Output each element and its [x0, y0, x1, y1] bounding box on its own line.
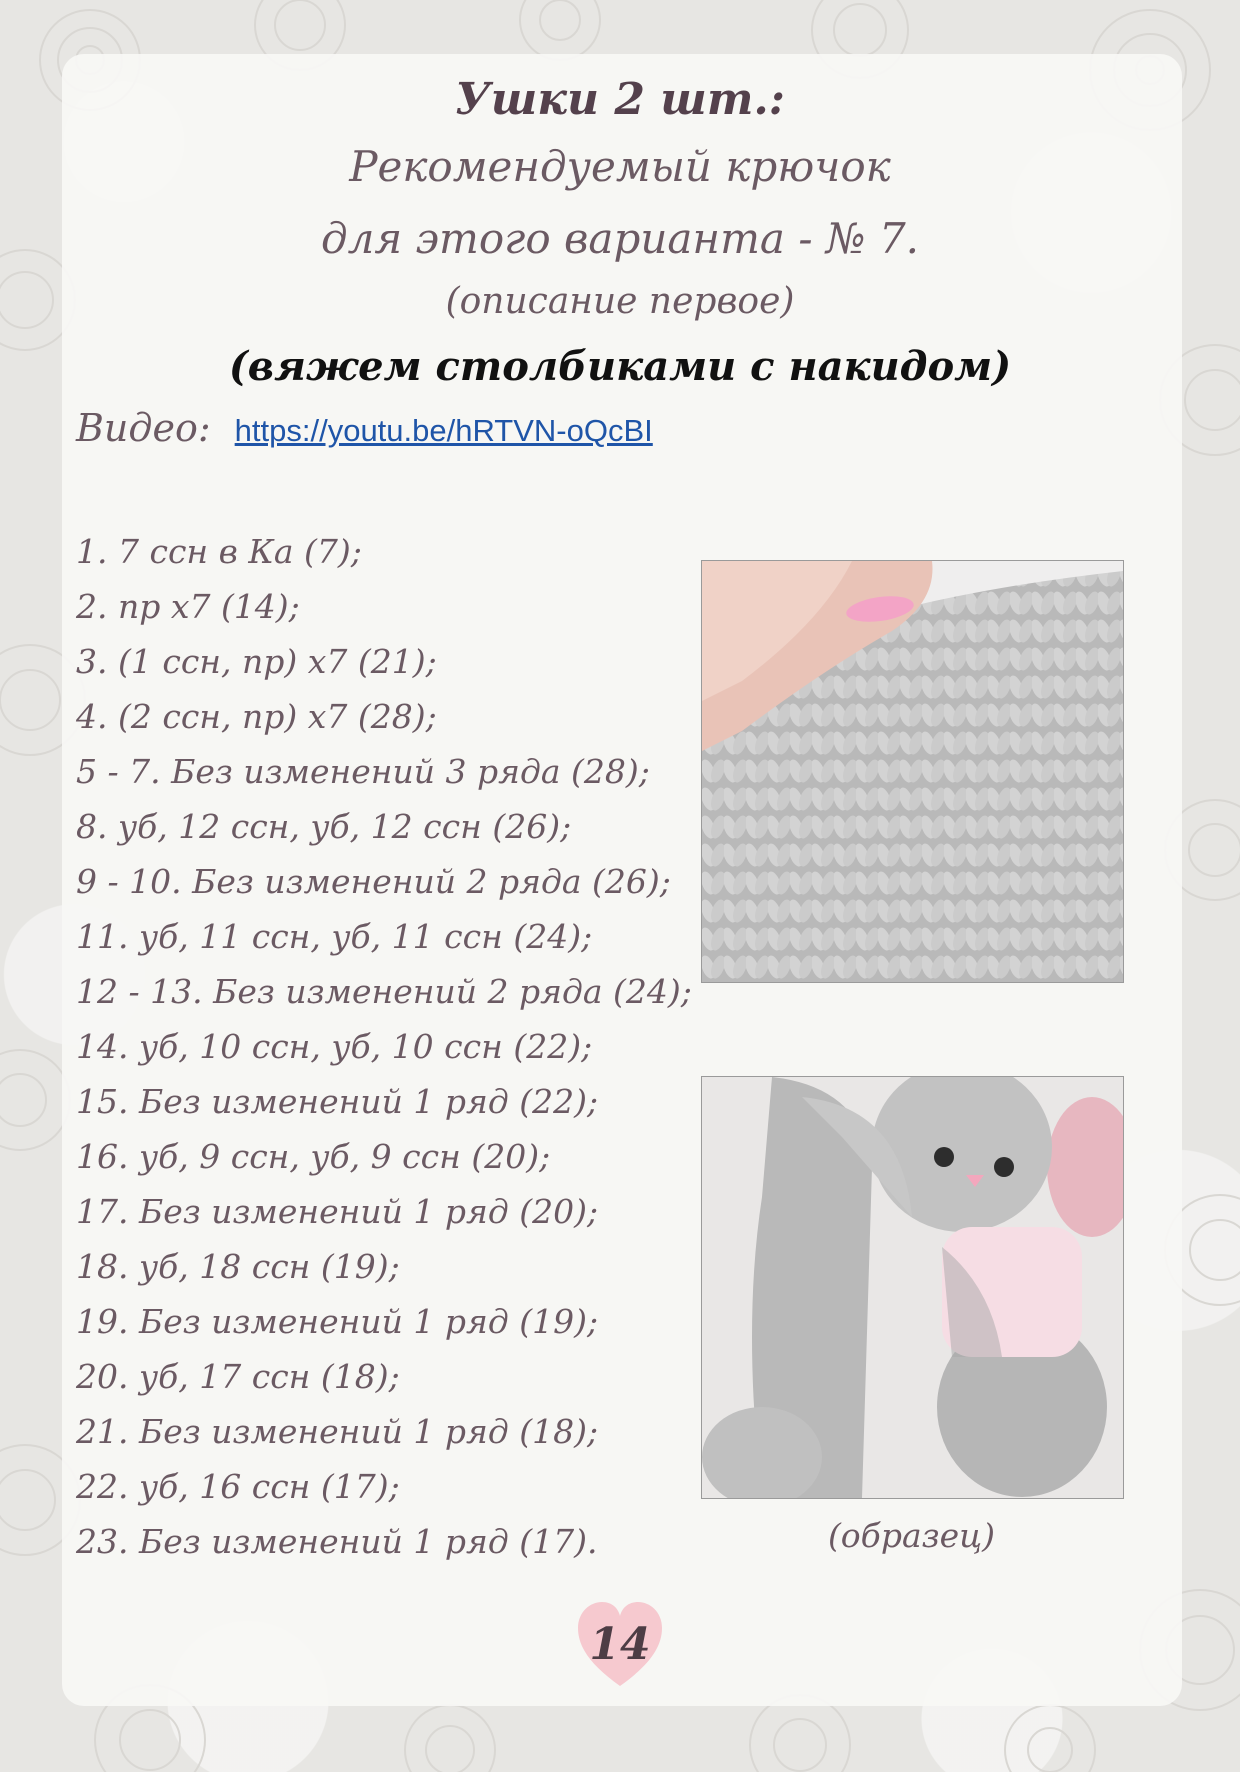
video-label: Видео:	[76, 406, 211, 450]
pattern-step: 12 - 13. Без изменений 2 ряда (24);	[76, 972, 692, 1011]
pattern-step: 15. Без изменений 1 ряд (22);	[76, 1082, 599, 1121]
hook-recommendation-line-1: Рекомендуемый крючок	[349, 142, 891, 191]
pattern-step: 5 - 7. Без изменений 3 ряда (28);	[76, 752, 650, 791]
bunny-toy-photo	[701, 1076, 1124, 1499]
pattern-step: 9 - 10. Без изменений 2 ряда (26);	[76, 862, 671, 901]
pattern-step: 19. Без изменений 1 ряд (19);	[76, 1302, 599, 1341]
page-title: Ушки 2 шт.:	[455, 74, 785, 125]
pattern-step: 18. уб, 18 ссн (19);	[76, 1247, 400, 1286]
pattern-step: 16. уб, 9 ссн, уб, 9 ссн (20);	[76, 1137, 551, 1176]
pattern-step: 20. уб, 17 ссн (18);	[76, 1357, 400, 1396]
pattern-step: 11. уб, 11 ссн, уб, 11 ссн (24);	[76, 917, 593, 956]
pattern-step: 2. пр х7 (14);	[76, 587, 300, 626]
pattern-step: 3. (1 ссн, пр) х7 (21);	[76, 642, 437, 681]
pattern-step: 4. (2 ссн, пр) х7 (28);	[76, 697, 437, 736]
knitted-fabric-photo	[701, 560, 1124, 983]
pattern-step: 17. Без изменений 1 ряд (20);	[76, 1192, 599, 1231]
pattern-step: 1. 7 ссн в Ка (7);	[76, 532, 362, 571]
pattern-step: 22. уб, 16 ссн (17);	[76, 1467, 400, 1506]
pattern-step: 21. Без изменений 1 ряд (18);	[76, 1412, 599, 1451]
video-link[interactable]: https://youtu.be/hRTVN-oQcBI	[234, 413, 653, 448]
hook-recommendation-line-2: для этого варианта - № 7.	[320, 214, 920, 263]
page-number: 14	[589, 1619, 651, 1670]
pattern-step: 14. уб, 10 ссн, уб, 10 ссн (22);	[76, 1027, 593, 1066]
pattern-steps-list	[76, 524, 692, 1569]
photo-caption: (образец)	[827, 1516, 996, 1555]
pattern-step: 8. уб, 12 ссн, уб, 12 ссн (26);	[76, 807, 572, 846]
description-note: (описание первое)	[445, 281, 795, 322]
technique-note: (вяжем столбиками с накидом)	[228, 343, 1012, 390]
video-row	[76, 406, 653, 456]
pattern-step: 23. Без изменений 1 ряд (17).	[76, 1522, 598, 1561]
